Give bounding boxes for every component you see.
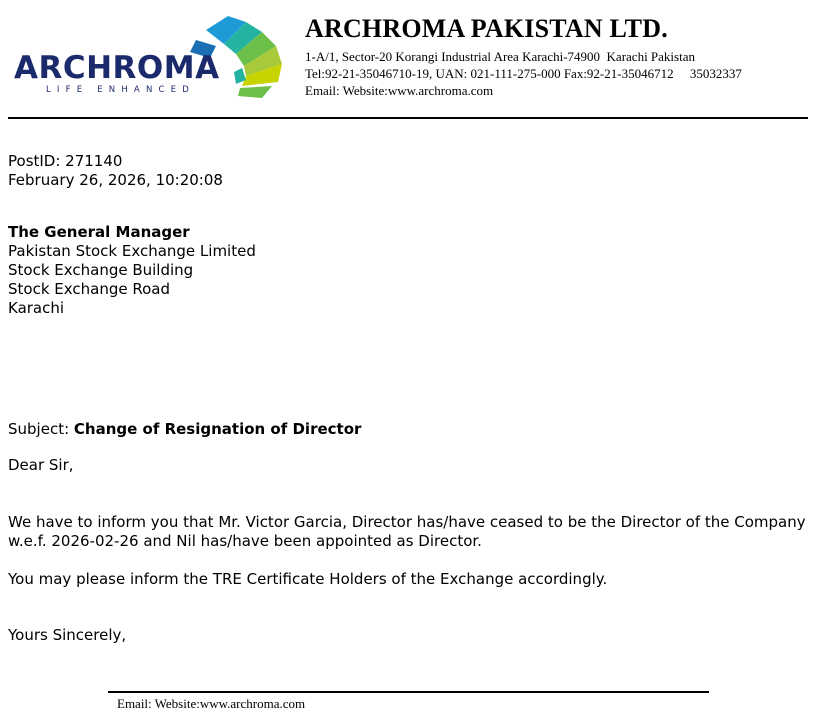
company-name: ARCHROMA PAKISTAN LTD.	[305, 14, 668, 43]
recipient-title: The General Manager	[8, 223, 190, 241]
post-id: PostID: 271140	[8, 152, 123, 170]
salutation: Dear Sir,	[8, 456, 74, 474]
company-address: 1-A/1, Sector-20 Korangi Industrial Area Karachi-74900 Karachi Pakistan	[305, 49, 695, 64]
archroma-logo	[10, 10, 290, 100]
recipient-line: Karachi	[8, 299, 65, 317]
body-paragraph-2: You may please inform the TRE Certificate Holders of the Exchange accordingly.	[8, 570, 608, 588]
body-paragraph-1: We have to inform you that Mr. Victor Garcia, Director has/have ceased to be the Director of the Company w.e.f. 2026-02-26 and Nil has/have been appointed as Director.	[8, 513, 806, 550]
closing: Yours Sincerely,	[8, 626, 127, 644]
footer-divider	[108, 691, 709, 693]
company-block	[305, 14, 742, 99]
recipient-line: Stock Exchange Building	[8, 261, 194, 279]
company-phones: Tel:92-21-35046710-19, UAN: 021-111-275-000 Fax:92-21-35046712 35032337	[305, 66, 742, 81]
post-datetime: February 26, 2026, 10:20:08	[8, 171, 223, 189]
logo-wordmark: ARCHROMA	[14, 50, 220, 86]
header-divider	[8, 117, 808, 119]
archroma-logo-mark	[10, 10, 290, 100]
subject-line	[8, 420, 361, 439]
logo-tagline: LIFE ENHANCED	[46, 85, 195, 95]
letterhead	[0, 0, 817, 118]
subject-label: Subject:	[8, 420, 74, 438]
recipient-line: Pakistan Stock Exchange Limited	[8, 242, 256, 260]
recipient-line: Stock Exchange Road	[8, 280, 170, 298]
subject-text: Change of Resignation of Director	[73, 420, 362, 438]
company-email-website: Email: Website:www.archroma.com	[305, 83, 494, 98]
footer-email-website: Email: Website:www.archroma.com	[117, 696, 306, 711]
